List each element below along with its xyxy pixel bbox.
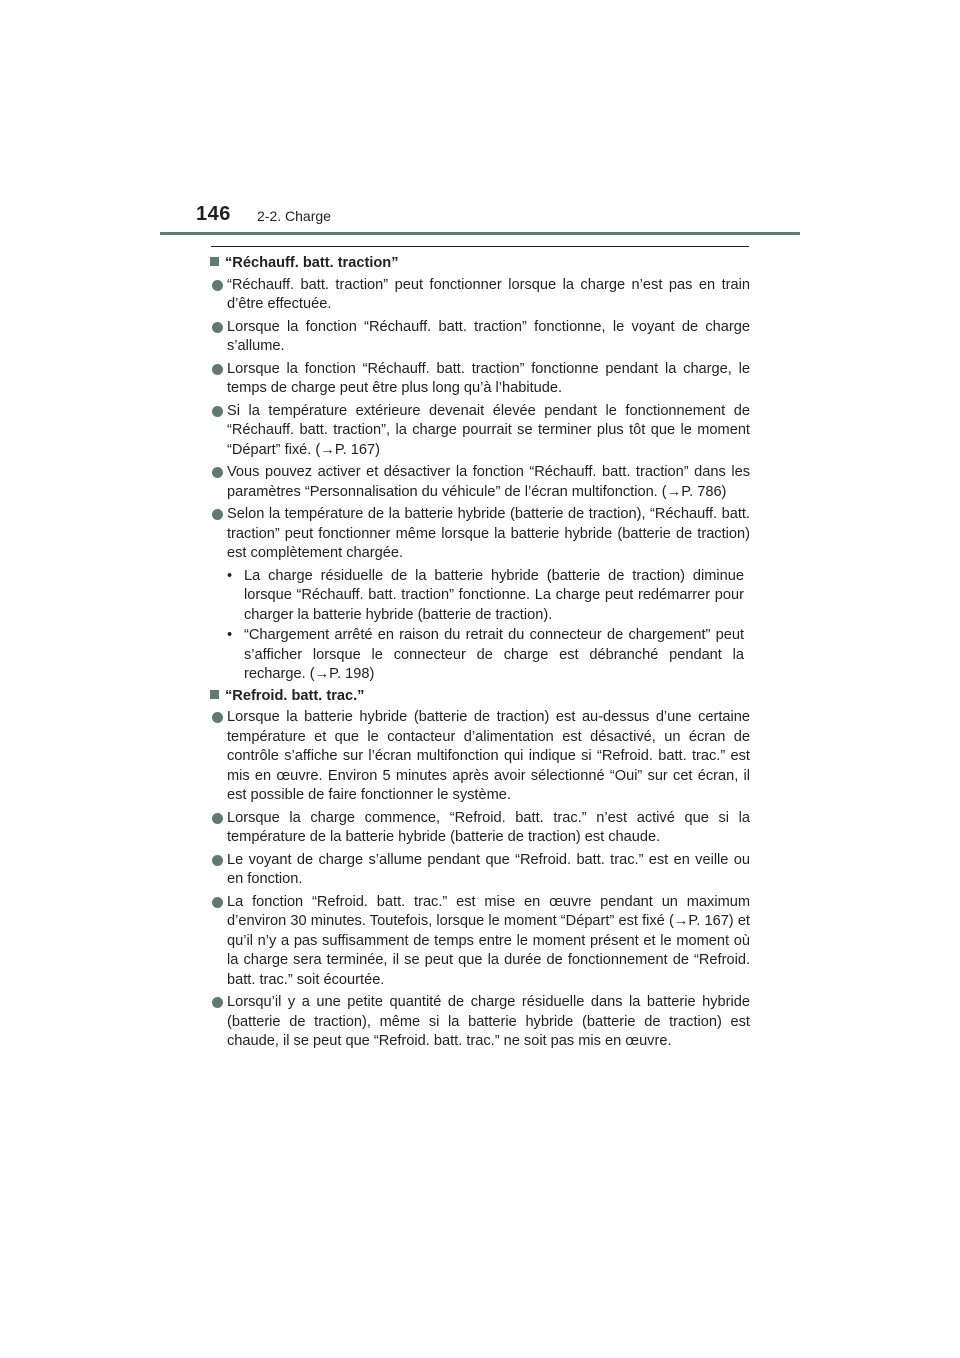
list-item-text: Lorsque la fonction “Réchauff. batt. traction” fonctionne, le voyant de charge s’allume. [227,318,750,354]
list-item-text: Lorsque la charge commence, “Refroid. batt. trac.” n’est activé que si la température de la batterie hybride (batterie de traction) est chaude. [227,809,750,845]
list-item-text: Lorsque la fonction “Réchauff. batt. traction” fonctionne pendant la charge, le temps de charge peut être plus long qu’à l’habitude. [227,360,750,396]
section-heading [210,254,750,274]
list-item [210,360,750,399]
sub-list-item [227,567,750,626]
list-item [210,809,750,848]
round-bullet-icon [212,813,223,824]
section-heading-text: “Refroid. batt. trac.” [225,687,365,704]
sub-list-item-text: “Chargement arrêté en raison du retrait du connecteur de chargement” peut s’afficher lorsque le connecteur de charge est débranché pendant la recharge. (→P. 198) [244,627,744,682]
round-bullet-icon [212,406,223,417]
list-item-text: Selon la température de la batterie hybride (batterie de traction), “Réchauff. batt. traction” peut fonctionner même lorsque la batterie hybride (batterie de traction) est complètement chargée. [227,506,750,561]
list-item [210,851,750,890]
list-item [210,893,750,991]
round-bullet-icon [212,897,223,908]
round-bullet-icon [212,467,223,478]
list-item [210,993,750,1052]
list-item-text: Le voyant de charge s’allume pendant que “Refroid. batt. trac.” est en veille ou en fonction. [227,851,750,887]
small-dot-icon: • [227,567,233,584]
section-title: 2-2. Charge [257,208,331,224]
page-content [210,254,750,1055]
square-bullet-icon [210,257,219,266]
list-item-text: Si la température extérieure devenait élevée pendant le fonctionnement de “Réchauff. batt. traction”, la charge pourrait se terminer plus tôt que le moment “Départ” fixé. (→P. 167) [227,402,750,458]
list-item-text: “Réchauff. batt. traction” peut fonctionner lorsque la charge n’est pas en train d’être effectuée. [227,276,750,312]
list-item [210,505,750,564]
section-heading [210,687,750,707]
list-item-text: Lorsqu’il y a une petite quantité de charge résiduelle dans la batterie hybride (batterie de traction), même si la batterie hybride (batterie de traction) est chaude, il se peut que “Refroid. batt. trac.” ne soit pas mis en œuvre. [227,994,750,1049]
list-item-text: La fonction “Refroid. batt. trac.” est mise en œuvre pendant un maximum d’environ 30 minutes. Toutefois, lorsque le moment “Départ” est fixé (→P. 167) et qu’il n’y a pas suffisamment de temps entre le moment présent et le moment où la charge sera terminée, il se peut que la durée de fonctionnement de “Refroid. batt. trac.” soit écourtée. [227,893,750,988]
list-item-text: Vous pouvez activer et désactiver la fonction “Réchauff. batt. traction” dans les paramètres “Personnalisation du véhicule” de l’écran multifonction. (→P. 786) [227,464,750,500]
list-item [210,708,750,806]
round-bullet-icon [212,712,223,723]
small-dot-icon: • [227,627,233,643]
round-bullet-icon [212,997,223,1008]
round-bullet-icon [212,855,223,866]
list-item [210,402,750,461]
sub-list-item [227,626,750,685]
page-number: 146 [196,203,231,225]
content-rule [211,246,749,247]
square-bullet-icon [210,690,219,699]
list-item [210,276,750,315]
round-bullet-icon [212,509,223,520]
round-bullet-icon [212,364,223,375]
section-heading-text: “Réchauff. batt. traction” [225,255,399,271]
round-bullet-icon [212,280,223,291]
list-item [210,463,750,502]
list-item-text: Lorsque la batterie hybride (batterie de traction) est au-dessus d’une certaine température et que le contacteur d’alimentation est désactivé, un écran de contrôle s’affiche sur l’écran multifonction qui indique si “Refroid. batt. trac.” est mis en œuvre. Environ 5 minutes après avoir sélectionné “Oui” sur cet écran, il est possible de faire fonctionner le système. [227,709,750,803]
round-bullet-icon [212,322,223,333]
list-item [210,318,750,357]
sub-list-item-text: La charge résiduelle de la batterie hybride (batterie de traction) diminue lorsque “Réchauff. batt. traction” fonctionne. La charge peut redémarrer pour charger la batterie hybride (batterie de traction). [244,567,744,623]
header-rule [160,232,800,235]
